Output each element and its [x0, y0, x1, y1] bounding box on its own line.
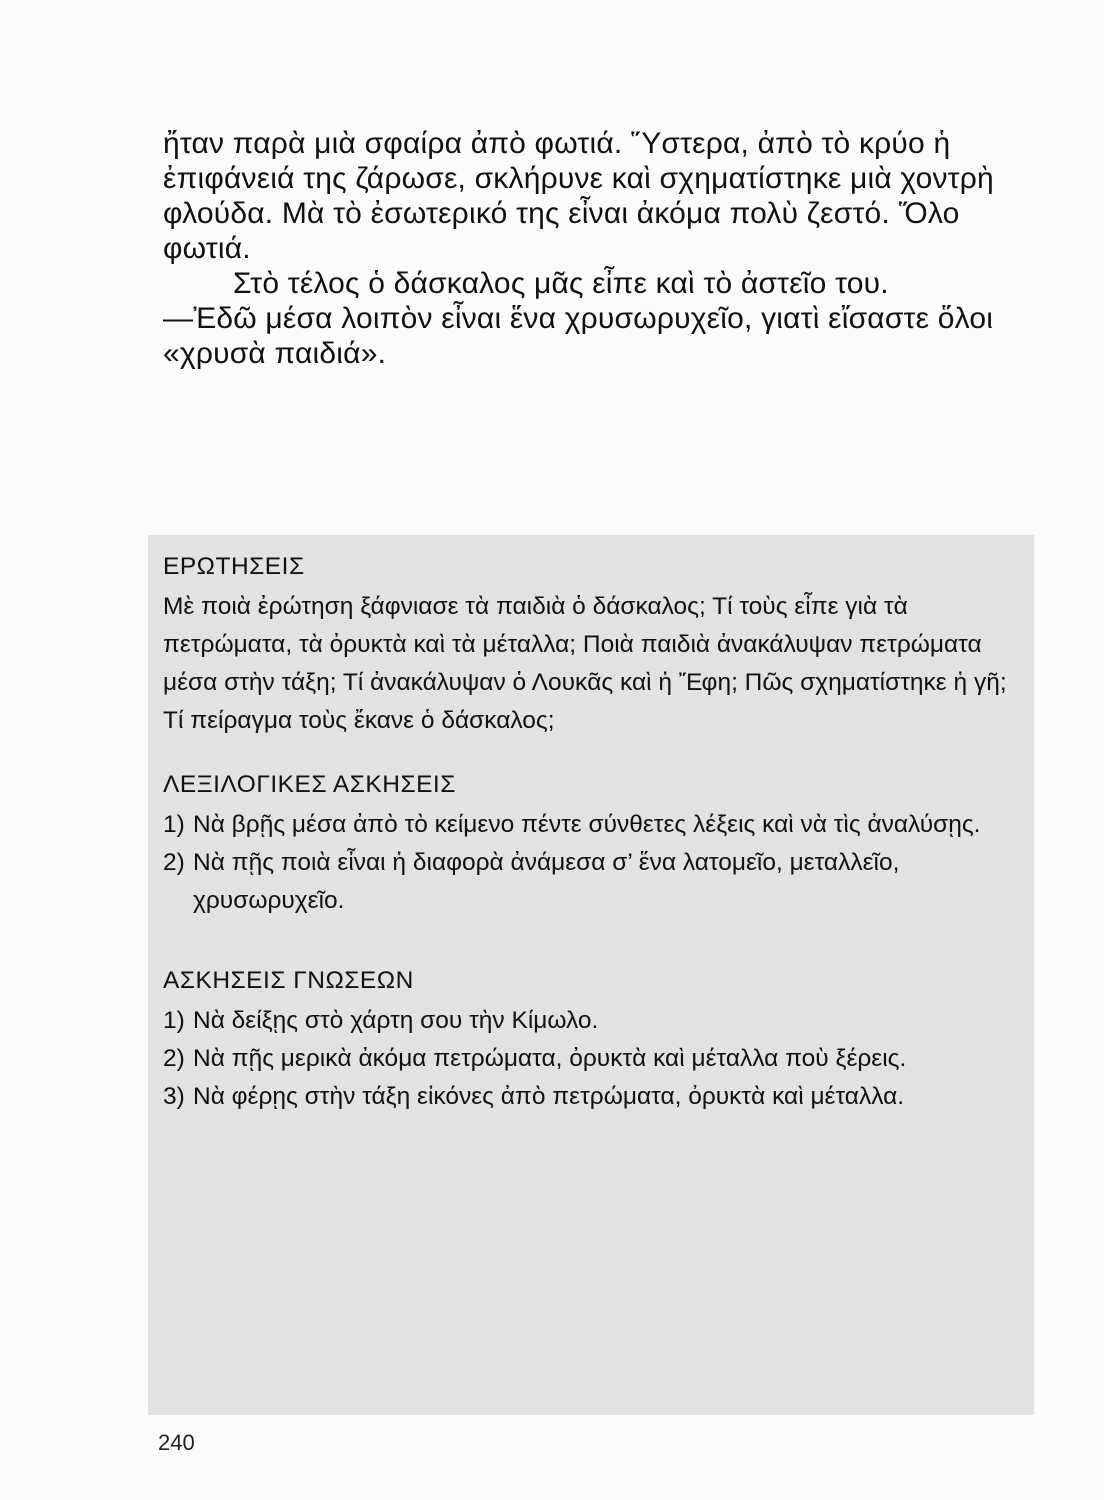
list-item: [163, 844, 1023, 920]
vocabulary-title: ΛΕΞΙΛΟΓΙΚΕΣ ΑΣΚΗΣΕΙΣ: [163, 771, 456, 798]
list-item: [163, 1002, 1023, 1040]
story-text: [163, 126, 1023, 371]
questions-text: Μὲ ποιὰ ἐρώτηση ξάφνιασε τὰ παιδιὰ ὁ δάσκαλος; Τί τοὺς εἶπε γιὰ τὰ πετρώματα, τὰ ὀρυκτὰ καὶ τὰ μέταλλα; Ποιὰ παιδιὰ ἀνακάλυψαν πετρώματα μέσα στὴν τάξη; Τί ἀνακάλυψαν ὁ Λουκᾶς καὶ ἡ Ἔφη; Πῶς σχηματίστηκε ἡ γῆ; Τί πείραγμα τοὺς ἔκανε ὁ δάσκαλος;: [163, 593, 1007, 734]
questions-section: [163, 548, 1023, 740]
item-number: 1): [163, 1007, 185, 1034]
item-text: Νὰ πῇς μερικὰ ἀκόμα πετρώματα, ὀρυκτὰ καὶ μέταλλα ποὺ ξέρεις.: [193, 1045, 907, 1072]
knowledge-section: [163, 962, 1023, 1116]
item-text: Νὰ πῇς ποιὰ εἶναι ἡ διαφορὰ ἀνάμεσα σ’ ἕνα λατομεῖο, μεταλλεῖο, χρυσωρυχεῖο.: [193, 849, 900, 914]
item-number: 3): [163, 1083, 185, 1110]
story-paragraph-1: ἤταν παρὰ μιὰ σφαίρα ἀπὸ φωτιά. Ὕστερα, ἀπὸ τὸ κρύο ἡ ἐπιφάνειά της ζάρωσε, σκλήρυνε καὶ σχηματίστηκε μιὰ χοντρὴ φλούδα. Μὰ τὸ ἐσωτερικό της εἶναι ἀκόμα πολὺ ζεστό. Ὅλο φωτιά.: [163, 127, 994, 265]
story-paragraph-3: —Ἐδῶ μέσα λοιπὸν εἶναι ἕνα χρυσωρυχεῖο, γιατὶ εἴσαστε ὅλοι «χρυσὰ παιδιά».: [163, 302, 994, 370]
knowledge-title: ΑΣΚΗΣΕΙΣ ΓΝΩΣΕΩΝ: [163, 967, 414, 994]
item-text: Νὰ φέρῃς στὴν τάξη εἰκόνες ἀπὸ πετρώματα, ὀρυκτὰ καὶ μέταλλα.: [193, 1083, 905, 1110]
item-number: 1): [163, 811, 185, 838]
page-number: 240: [158, 1430, 195, 1455]
item-text: Νὰ δείξῃς στὸ χάρτη σου τὴν Κίμωλο.: [193, 1007, 599, 1034]
exercises-section: [163, 548, 1023, 1116]
list-item: [163, 1040, 1023, 1078]
questions-title: ΕΡΩΤΗΣΕΙΣ: [163, 553, 305, 580]
vocabulary-list: [163, 806, 1023, 920]
list-item: [163, 1078, 1023, 1116]
list-item: [163, 806, 1023, 844]
item-number: 2): [163, 849, 185, 876]
item-number: 2): [163, 1045, 185, 1072]
vocabulary-section: [163, 766, 1023, 920]
item-text: Νὰ βρῇς μέσα ἀπὸ τὸ κείμενο πέντε σύνθετες λέξεις καὶ νὰ τὶς ἀναλύσῃς.: [193, 811, 981, 838]
story-paragraph-2: Στὸ τέλος ὁ δάσκαλος μᾶς εἶπε καὶ τὸ ἀστεῖο του.: [233, 267, 889, 300]
knowledge-list: [163, 1002, 1023, 1116]
